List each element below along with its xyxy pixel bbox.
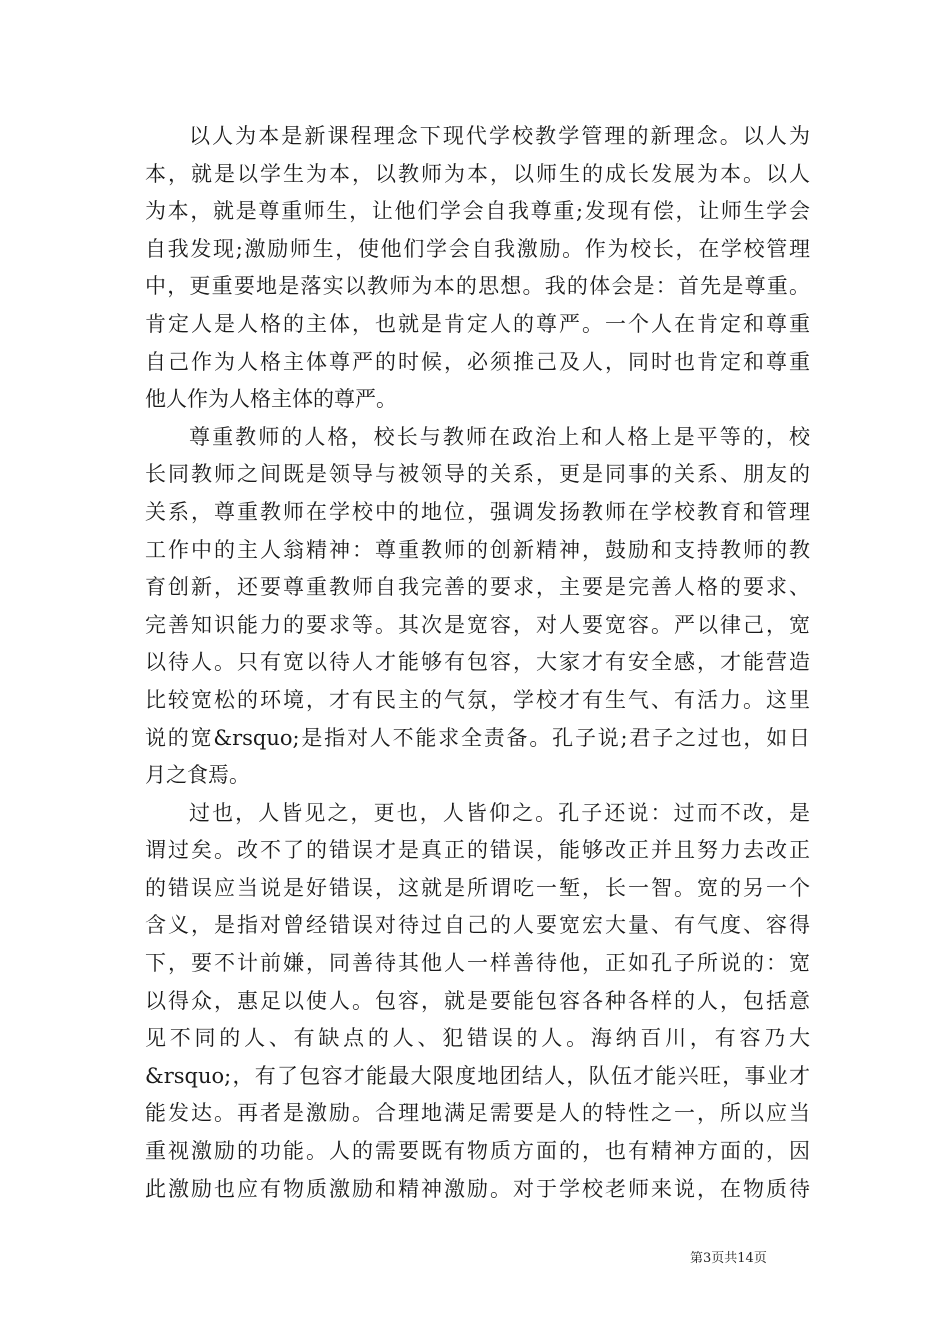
paragraph — [145, 118, 810, 419]
text-line: 自我发现;激励师生，使他们学会自我激励。作为校长，在学校管理 — [145, 236, 810, 261]
text-line: 此激励也应有物质激励和精神激励。对于学校老师来说，在物质待 — [145, 1176, 810, 1201]
paragraph — [145, 419, 810, 795]
text-line: 见不同的人、有缺点的人、犯错误的人。海纳百川，有容乃大 — [145, 1026, 810, 1051]
text-line: 比较宽松的环境，才有民主的气氛，学校才有生气、有活力。这里 — [145, 687, 810, 712]
text-line: 工作中的主人翁精神：尊重教师的创新精神，鼓励和支持教师的教 — [145, 537, 810, 562]
text-line: 中，更重要地是落实以教师为本的思想。我的体会是：首先是尊重。 — [145, 274, 810, 299]
text-line: 过也，人皆见之，更也，人皆仰之。孔子还说：过而不改，是 — [189, 800, 810, 825]
text-line: 以待人。只有宽以待人才能够有包容，大家才有安全感，才能营造 — [145, 650, 810, 675]
text-line: 关系，尊重教师在学校中的地位，强调发扬教师在学校教育和管理 — [145, 499, 810, 524]
body-text — [145, 118, 810, 1208]
paragraph — [145, 795, 810, 1209]
text-line: 谓过矣。改不了的错误才是真正的错误，能够改正并且努力去改正 — [145, 838, 810, 863]
text-line: 月之食焉。 — [145, 763, 250, 788]
text-line: 为本，就是尊重师生，让他们学会自我尊重;发现有偿，让师生学会 — [145, 199, 810, 224]
text-line: 他人作为人格主体的尊严。 — [145, 387, 397, 412]
text-line: 本，就是以学生为本，以教师为本，以师生的成长发展为本。以人 — [145, 161, 810, 186]
page-number: 第3页共14页 — [690, 1251, 767, 1266]
text-line: 说的宽&rsquo;是指对人不能求全责备。孔子说;君子之过也，如日 — [145, 725, 810, 750]
text-line: 重视激励的功能。人的需要既有物质方面的，也有精神方面的，因 — [145, 1139, 810, 1164]
text-line: 完善知识能力的要求等。其次是宽容，对人要宽容。严以律己，宽 — [145, 612, 810, 637]
text-line: 含义，是指对曾经错误对待过自己的人要宽宏大量、有气度、容得 — [145, 913, 810, 938]
text-line: 的错误应当说是好错误，这就是所谓吃一堑，长一智。宽的另一个 — [145, 875, 810, 900]
text-line: 肯定人是人格的主体，也就是肯定人的尊严。一个人在肯定和尊重 — [145, 311, 810, 336]
text-line: 以得众，惠足以使人。包容，就是要能包容各种各样的人，包括意 — [145, 988, 810, 1013]
text-line: 能发达。再者是激励。合理地满足需要是人的特性之一，所以应当 — [145, 1101, 810, 1126]
text-line: 尊重教师的人格，校长与教师在政治上和人格上是平等的，校 — [189, 424, 810, 449]
text-line: 下，要不计前嫌，同善待其他人一样善待他，正如孔子所说的：宽 — [145, 951, 810, 976]
text-line: &rsquo;，有了包容才能最大限度地团结人，队伍才能兴旺，事业才 — [145, 1063, 810, 1088]
text-line: 自己作为人格主体尊严的时候，必须推己及人，同时也肯定和尊重 — [145, 349, 810, 374]
text-line: 育创新，还要尊重教师自我完善的要求，主要是完善人格的要求、 — [145, 575, 810, 600]
text-line: 以人为本是新课程理念下现代学校教学管理的新理念。以人为 — [189, 124, 810, 148]
text-line: 长同教师之间既是领导与被领导的关系，更是同事的关系、朋友的 — [145, 462, 810, 487]
